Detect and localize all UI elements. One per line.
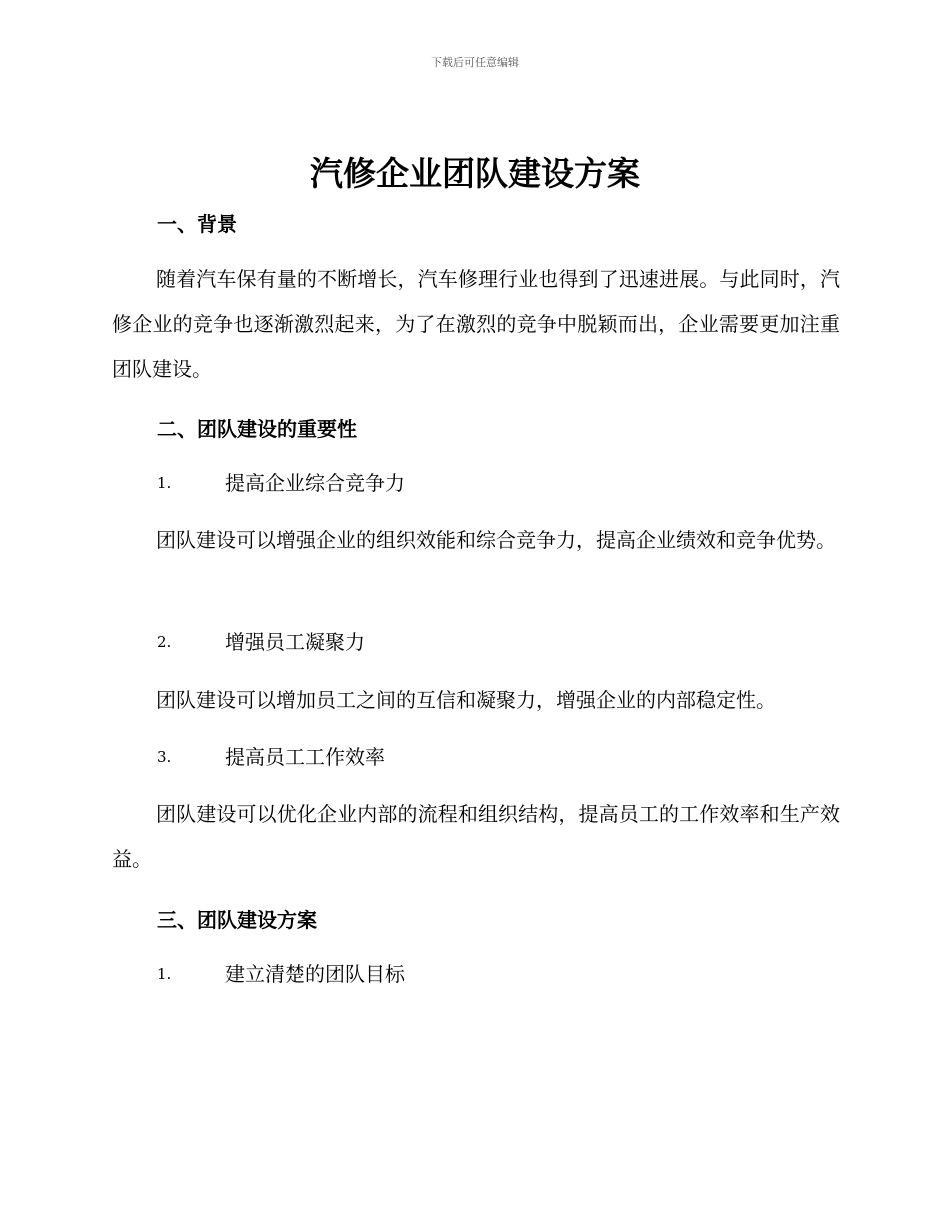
- document-title: 汽修企业团队建设方案: [310, 154, 640, 193]
- list-number: 1.: [157, 965, 172, 983]
- list-item-label: 提高企业综合竞争力: [225, 471, 405, 495]
- paragraph-efficiency: 团队建设可以优化企业内部的流程和组织结构，提高员工的工作效率和生产效益。: [112, 802, 840, 871]
- paragraph-cohesion: 团队建设可以增加员工之间的互信和凝聚力，增强企业的内部稳定性。: [156, 688, 776, 712]
- list-item-label: 建立清楚的团队目标: [225, 962, 405, 986]
- section-heading-plan: 三、团队建设方案: [157, 908, 317, 932]
- paragraph-competitiveness: 团队建设可以增强企业的组织效能和综合竞争力，提高企业绩效和竞争优势。: [156, 528, 836, 552]
- list-number: 1.: [157, 474, 172, 492]
- list-number: 3.: [157, 748, 172, 766]
- page-header-note: 下载后可任意编辑: [431, 56, 519, 69]
- list-item-label: 增强员工凝聚力: [225, 630, 365, 654]
- section-heading-importance: 二、团队建设的重要性: [157, 417, 357, 441]
- section-heading-background: 一、背景: [157, 212, 237, 236]
- list-item-label: 提高员工工作效率: [225, 745, 385, 769]
- paragraph-background: 随着汽车保有量的不断增长，汽车修理行业也得到了迅速进展。与此同时，汽修企业的竞争也逐渐激烈起来，为了在激烈的竞争中脱颖而出，企业需要更加注重团队建设。: [112, 267, 840, 381]
- list-number: 2.: [157, 633, 172, 651]
